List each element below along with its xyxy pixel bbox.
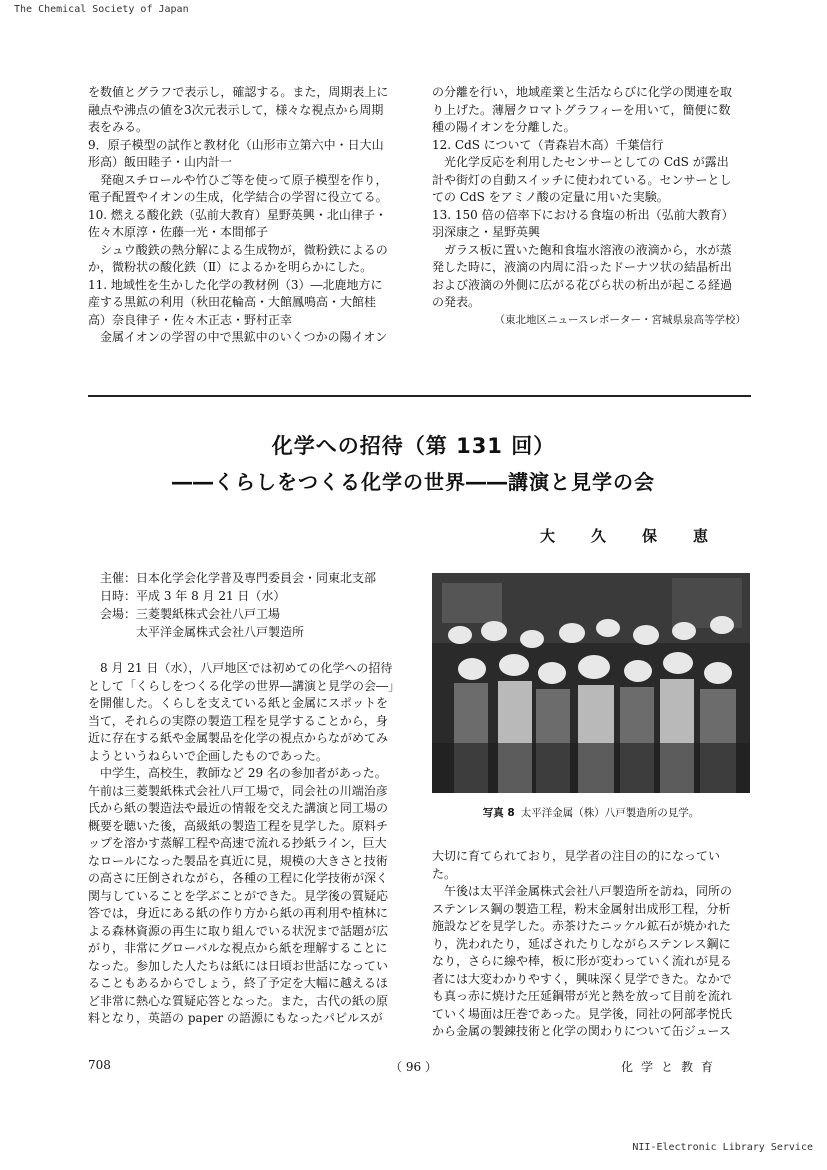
text-line: 料となり，英語の paper の語源にもなったパピルスが [88, 1011, 383, 1025]
text-line: 午後は太平洋金属株式会社八戸製造所を訪ね，同所の [444, 884, 733, 898]
text-line: も真っ赤に焼けた圧延鋼帯が光と熱を放って目前を流れ [432, 989, 733, 1003]
text-line: 電子配置やイオンの生成，化学結合の学習に役立てる。 [88, 190, 388, 204]
text-line: ステンレス鋼の製造工程，粉末金属射出成形工程，分析 [432, 901, 731, 916]
text-line: 光化学反応を利用したセンサーとしての CdS が露出 [444, 155, 729, 169]
event-venue: 会場：三菱製紙株式会社八戸工場 [100, 607, 281, 621]
text-line: 概要を聴いた後，高級紙の製造工程を見学した。原料チ [88, 818, 389, 833]
text-line: 金属イオンの学習の中で黒鉱中のいくつかの陽イオン [100, 330, 388, 344]
text-line: 関与していることを学ぶことができた。見学後の質疑応 [88, 888, 389, 903]
event-photo [432, 573, 750, 793]
text-line: 融点や沸点の値を3次元表示して，様々な視点から周期 [88, 102, 384, 117]
author-name: 大久保恵 [540, 527, 745, 545]
event-host: 主催：日本化学会化学普及専門委員会・同東北支部 [100, 571, 377, 585]
text-line: 8 月 21 日（水），八戸地区では初めての化学への招待 [100, 661, 393, 675]
text-line: がり，非常にグローバルな視点から紙を理解することに [88, 941, 388, 955]
text-line: 種の陽イオンを分離した。 [432, 120, 576, 134]
text-line: の分離を行い，地域産業と生活ならびに化学の関連を取 [432, 85, 733, 99]
page-center-number: （ 96 ） [390, 1060, 437, 1074]
bottom-right-column [432, 848, 752, 1041]
text-line: なった。参加した人たちは紙には日頃お世話になってい [88, 958, 389, 973]
text-line: 高）奈良律子・佐々木正志・野村正幸 [88, 312, 293, 327]
text-line: シュウ酸鉄の熱分解による生成物が，微粉鉄によるの [100, 242, 388, 257]
photo-caption [432, 805, 750, 820]
text-line: 近に存在する紙や金属製品を化学の視点からながめてみ [88, 731, 389, 745]
text-line: り，洗われたり，延ばされたりしながらステンレス鋼に [432, 936, 731, 951]
text-line: 計や街灯の自動スイッチに使われている。センサーとし [432, 172, 732, 187]
text-line: および液滴の外側に広がる花びら状の析出が起こる経過 [432, 277, 733, 292]
text-line: 13. 150 倍の倍率下における食塩の析出（弘前大教育） [432, 207, 734, 222]
text-line: ることもあるからでしょう，終了予定を大幅に越えるほ [88, 976, 388, 990]
top-left-column [88, 84, 408, 347]
journal-name: 化学と教育 [621, 1060, 722, 1074]
text-line: よる森林資源の再生に取り組んでいる状況まで話題が広 [88, 923, 389, 938]
photo-caption-text: 太平洋金属（株）八戸製造所の見学。 [520, 807, 700, 819]
article-subtitle: ――くらしをつくる化学の世界――講演と見学の会 [172, 470, 655, 494]
photo-caption-label: 写真 8 [482, 807, 515, 819]
text-line: 施設などを見学した。赤茶けたニッケル鉱石が焼かれた [432, 919, 731, 933]
visitors-in-helmets-photo [432, 573, 750, 793]
text-line: 答では，身近にある紙の作り方から紙の再利用や植林に [88, 906, 389, 920]
text-line: 当て，それらの実際の製造工程を見学することから，身 [88, 713, 388, 728]
text-line: 発砲スチロールや竹ひご等を使って原子模型を作り， [100, 172, 388, 187]
text-line: を数値とグラフで表示し，確認する。また，周期表上に [88, 85, 389, 99]
event-date: 日時：平成 3 年 8 月 21 日（水） [100, 589, 286, 603]
text-line: 11. 地域性を生かした化学の教材例（3）―北鹿地方に [88, 277, 383, 292]
text-line: 10. 燃える酸化鉄（弘前大教育）星野英興・北山律子・ [88, 207, 387, 222]
text-line: の発表。 [432, 295, 481, 309]
section-divider [88, 395, 751, 397]
source-header: The Chemical Society of Japan [14, 4, 189, 15]
text-line: として「くらしをつくる化学の世界―講演と見学の会―」 [88, 678, 401, 693]
text-line: を開催した。くらしを支えている紙と金属にスポットを [88, 696, 389, 710]
event-venue-second: 太平洋金属株式会社八戸製造所 [136, 625, 305, 639]
text-line: 羽深康之・星野英興 [432, 225, 541, 239]
text-line: なり，さらに線や棒，板に形が変わっていく流れが見る [432, 954, 732, 968]
text-line: か，微粉状の酸化鉄（Ⅱ）によるかを明らかにした。 [88, 260, 373, 274]
text-line: ど非常に熱心な質疑応答となった。また，古代の紙の原 [88, 993, 389, 1008]
text-line: 12. CdS について（青森岩木高）千葉信行 [432, 137, 664, 152]
text-line: 佐々木原淳・佐藤一光・本間郁子 [88, 225, 269, 239]
page-number: 708 [88, 1058, 111, 1072]
text-line: た。 [432, 866, 457, 881]
text-line: なロールになった製品を真近に見，規模の大きさと技術 [88, 853, 388, 868]
text-line: 午前は三菱製紙株式会社八戸工場で，同会社の川端治彦 [88, 783, 388, 798]
text-line: 氏から紙の製造法や最近の情報を交えた講演と同工場の [88, 801, 389, 815]
text-line: 中学生，高校生，教師など 29 名の参加者があった。 [100, 766, 387, 780]
event-info [100, 569, 376, 641]
text-line: 表をみる。 [88, 120, 149, 134]
text-line: 大切に育てられており，見学者の注目の的になってい [432, 849, 721, 863]
text-line: ガラス板に置いた飽和食塩水溶液の液滴から，水が蒸 [444, 242, 732, 257]
text-line: ての CdS をアミノ酸の定量に用いた実験。 [432, 190, 669, 204]
article-title: 化学への招待（第 131 回） [271, 434, 556, 458]
text-line: 発した時に，液滴の内周に沿ったドーナツ状の結晶析出 [432, 260, 732, 274]
text-line: から金属の製錬技術と化学の関わりについて缶ジュース [432, 1024, 731, 1038]
text-line: ようというねらいで企画したものであった。 [88, 748, 328, 763]
text-line: 産する黒鉱の利用（秋田花輪高・大館鳳鳴高・大館桂 [88, 295, 377, 309]
text-line: り上げた。薄層クロマトグラフィーを用いて，簡便に数 [432, 102, 731, 117]
source-footer: NII-Electronic Library Service [632, 1142, 813, 1153]
text-line: ていく場面は圧巻であった。見学後，同社の阿部孝悦氏 [432, 1006, 732, 1021]
text-line: （東北地区ニュースレポーター・宮城県泉高等学校） [494, 313, 746, 326]
text-line: 形高）飯田睦子・山内計一 [88, 155, 233, 169]
text-line: 者には大変わかりやすく，興味深く見学できた。なかで [432, 971, 732, 986]
bottom-left-column [88, 660, 408, 1028]
text-line: の高さに圧倒されながら，各種の工程に化学技術が深く [88, 871, 389, 885]
text-line: ップを溶かす蒸解工程や高速で流れる抄紙ライン，巨大 [88, 836, 387, 850]
text-line: 9．原子模型の試作と教材化（山形市立第六中・日大山 [88, 137, 384, 152]
top-right-column [432, 84, 752, 329]
